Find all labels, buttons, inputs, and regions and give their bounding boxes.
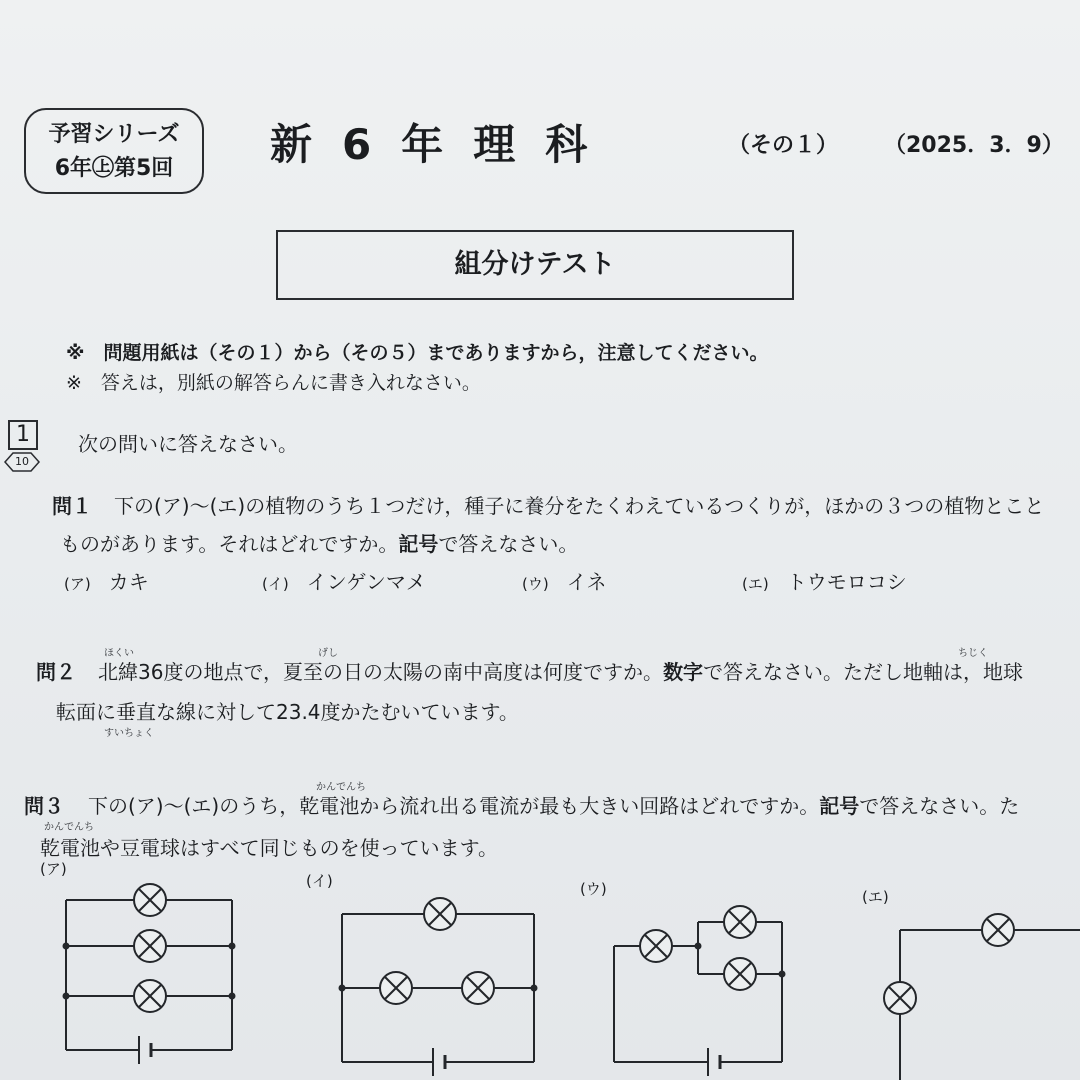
junction-dot: [230, 994, 235, 999]
choice-text: トウモロコシ: [786, 570, 907, 594]
q3-label: 問３: [24, 794, 64, 818]
circuit-c: [614, 906, 785, 1076]
q3-text-part-a: 下の(ア)～(エ)のうち，乾電池から流れ出る電流が最も大きい回路はどれですか。: [88, 794, 820, 818]
bulb-b3: [462, 972, 494, 1004]
junction-dot: [64, 994, 69, 999]
choice-text: カキ: [108, 570, 149, 594]
q2-text-line2: 転面に垂直な線に対して23.4度かたむいています。: [56, 700, 519, 724]
q1-text-line1: 下の(ア)～(エ)の植物のうち１つだけ，種子に養分をたくわえているつくりが，ほかの３つの植物とこと: [114, 494, 1045, 518]
ruby-suichoku: すいちょく: [104, 728, 154, 739]
bulb-a3: [134, 980, 166, 1012]
q1-text-part-c: で答えなさい。: [438, 532, 579, 556]
choice-text: インゲンマメ: [306, 570, 426, 594]
bulb-c1: [640, 930, 672, 962]
points-value: 10: [15, 455, 29, 468]
circuit-a: [64, 884, 235, 1064]
q2-emphasis: 数字: [663, 660, 704, 684]
junction-dot: [230, 944, 235, 949]
note-pages: ※ 問題用紙は（その１）から（その５）までありますから，注意してください。: [66, 342, 769, 364]
q3-emphasis: 記号: [819, 794, 860, 818]
q3-text-part-c: で答えなさい。た: [859, 794, 1020, 818]
bulb-b1: [424, 898, 456, 930]
q3-text-line2: 乾電池や豆電球はすべて同じものを使っています。: [40, 836, 498, 860]
circuit-d: [884, 914, 1080, 1080]
circuit-b: [340, 898, 537, 1076]
note-answers: ※ 答えは，別紙の解答らんに書き入れなさい。: [66, 372, 481, 394]
ruby-kandenchi-1: かんでんち: [316, 782, 366, 793]
choice-label: (イ): [262, 575, 289, 593]
ruby-kandenchi-2: かんでんち: [44, 822, 94, 833]
choice-label: (ウ): [522, 575, 549, 593]
test-title: 組分けテスト: [454, 249, 616, 280]
question-number-box: 1: [8, 420, 38, 450]
choice-text: イネ: [566, 570, 607, 594]
q1-emphasis: 記号: [398, 532, 439, 556]
choice-label: (ア): [64, 575, 91, 593]
test-date: （2025．3．9）: [884, 133, 1064, 158]
question-instruction: 次の問いに答えなさい。: [78, 432, 298, 456]
circuit-label-c: (ウ): [580, 880, 607, 898]
q2-text-part-c: で答えなさい。ただし地軸は，地球: [703, 660, 1024, 684]
q2-label: 問２: [36, 660, 76, 684]
series-unit: 6年㊤第5回: [54, 156, 174, 181]
choice-label: (エ): [742, 575, 769, 593]
bulb-b2: [380, 972, 412, 1004]
bulb-a1: [134, 884, 166, 916]
bulb-d2: [884, 982, 916, 1014]
bulb-d1: [982, 914, 1014, 946]
circuit-label-d: (エ): [862, 888, 889, 906]
series-name: 予習シリーズ: [48, 122, 180, 147]
junction-dot: [64, 944, 69, 949]
circuit-label-b: (イ): [306, 872, 333, 890]
q1-label: 問１: [52, 494, 92, 518]
ruby-chijiku: ちじく: [958, 648, 988, 659]
page-title: 新6年理科: [270, 120, 618, 169]
bulb-c2: [724, 906, 756, 938]
q2-text-part-a: 北緯36度の地点で，夏至の日の太陽の南中高度は何度ですか。: [98, 660, 664, 684]
part-number: （その１）: [728, 133, 839, 158]
bulb-a2: [134, 930, 166, 962]
ruby-hokui: ほくい: [104, 648, 134, 659]
ruby-geshi: げし: [318, 648, 338, 659]
circuit-label-a: (ア): [40, 860, 67, 878]
bulb-c3: [724, 958, 756, 990]
q1-text-part-a: ものがあります。それはどれですか。: [60, 532, 399, 556]
